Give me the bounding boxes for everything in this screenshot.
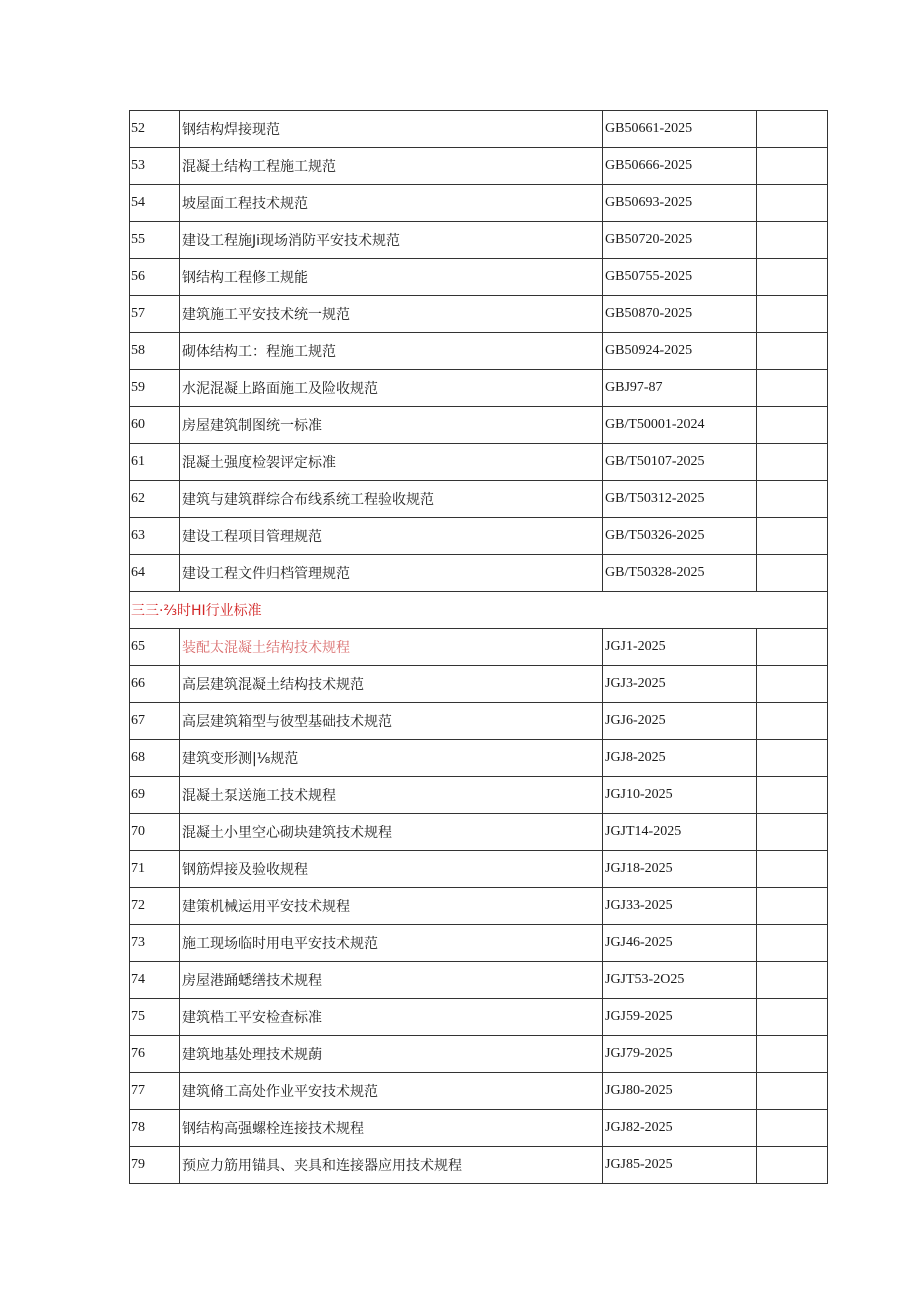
standard-code: GBJ97-87 [603, 370, 757, 407]
standard-name: 砌体结构工：程施工规范 [180, 333, 603, 370]
standard-code: GB50870-2025 [603, 296, 757, 333]
table-row [130, 111, 828, 148]
remark-cell [757, 703, 828, 740]
standard-name: 建策机械运用平安技术规程 [180, 888, 603, 925]
standard-name: 钢结构工程修工规能 [180, 259, 603, 296]
table-row [130, 518, 828, 555]
standard-name: 建筑梏工平安检查标准 [180, 999, 603, 1036]
standard-code: GB/T50312-2025 [603, 481, 757, 518]
remark-cell [757, 148, 828, 185]
standard-name: 施工现场临时用电平安技术规范 [180, 925, 603, 962]
table-row [130, 444, 828, 481]
table-row [130, 777, 828, 814]
remark-cell [757, 555, 828, 592]
standard-name: 混凝土小里空心砌块建筑技术规程 [180, 814, 603, 851]
standard-code: GB/T50328-2025 [603, 555, 757, 592]
remark-cell [757, 259, 828, 296]
standard-name: 水泥混凝上路面施工及险收规范 [180, 370, 603, 407]
table-row [130, 1036, 828, 1073]
table-row [130, 1147, 828, 1184]
remark-cell [757, 1036, 828, 1073]
standard-code: JGJ82-2025 [603, 1110, 757, 1147]
standard-name: 建设工程项目管理规范 [180, 518, 603, 555]
standard-name: 钢结构高强螺栓连接技术规程 [180, 1110, 603, 1147]
remark-cell [757, 629, 828, 666]
standard-name: 混凝土泵送施工技术规程 [180, 777, 603, 814]
standard-code: JGJ85-2025 [603, 1147, 757, 1184]
remark-cell [757, 370, 828, 407]
table-row [130, 814, 828, 851]
standard-name: 混凝土强度检袈评定标准 [180, 444, 603, 481]
row-number: 54 [130, 185, 180, 222]
remark-cell [757, 666, 828, 703]
row-number: 66 [130, 666, 180, 703]
table-row [130, 333, 828, 370]
standard-name: 建筑与建筑群综合布线系统工程验收规范 [180, 481, 603, 518]
table-row [130, 888, 828, 925]
row-number: 74 [130, 962, 180, 999]
remark-cell [757, 1147, 828, 1184]
standard-code: JGJ59-2025 [603, 999, 757, 1036]
standard-name: 建筑地基处理技术规蓢 [180, 1036, 603, 1073]
standard-name: 坡屋面工程技术规范 [180, 185, 603, 222]
row-number: 60 [130, 407, 180, 444]
standard-name: 建筑施工平安技术统一规范 [180, 296, 603, 333]
standard-code: GB/T50326-2025 [603, 518, 757, 555]
standard-code: GB/T50107-2025 [603, 444, 757, 481]
row-number: 59 [130, 370, 180, 407]
row-number: 76 [130, 1036, 180, 1073]
row-number: 55 [130, 222, 180, 259]
remark-cell [757, 1110, 828, 1147]
section-header-row [130, 592, 828, 629]
row-number: 65 [130, 629, 180, 666]
table-row [130, 296, 828, 333]
remark-cell [757, 962, 828, 999]
row-number: 73 [130, 925, 180, 962]
standard-code: JGJ80-2025 [603, 1073, 757, 1110]
table-row [130, 407, 828, 444]
standard-code: JGJ10-2025 [603, 777, 757, 814]
table-row [130, 555, 828, 592]
standard-code: JGJ79-2025 [603, 1036, 757, 1073]
table-row [130, 999, 828, 1036]
remark-cell [757, 777, 828, 814]
remark-cell [757, 814, 828, 851]
standard-name: 钢结构焊接现范 [180, 111, 603, 148]
standard-name: 高层建筑箱型与彼型基础技术规范 [180, 703, 603, 740]
remark-cell [757, 481, 828, 518]
standard-name: 钢筋焊接及验收规程 [180, 851, 603, 888]
table-row [130, 259, 828, 296]
standards-table-body [130, 111, 828, 1184]
standard-code: JGJ33-2025 [603, 888, 757, 925]
remark-cell [757, 1073, 828, 1110]
remark-cell [757, 999, 828, 1036]
row-number: 69 [130, 777, 180, 814]
standard-name: 建设工程文件归档管理规范 [180, 555, 603, 592]
row-number: 70 [130, 814, 180, 851]
standard-code: GB50720-2025 [603, 222, 757, 259]
standard-code: JGJ1-2025 [603, 629, 757, 666]
section-title: 三三·⅔时HI行业标准 [130, 592, 828, 629]
standard-code: JGJ8-2025 [603, 740, 757, 777]
row-number: 78 [130, 1110, 180, 1147]
remark-cell [757, 185, 828, 222]
table-row [130, 629, 828, 666]
table-row [130, 370, 828, 407]
standard-name: 建筑变形测|⅛规范 [180, 740, 603, 777]
table-row [130, 962, 828, 999]
remark-cell [757, 925, 828, 962]
remark-cell [757, 851, 828, 888]
row-number: 58 [130, 333, 180, 370]
row-number: 67 [130, 703, 180, 740]
remark-cell [757, 888, 828, 925]
table-row [130, 185, 828, 222]
remark-cell [757, 222, 828, 259]
standard-name: 装配太混凝土结构技术规程 [180, 629, 603, 666]
table-row [130, 1110, 828, 1147]
standard-code: GB50924-2025 [603, 333, 757, 370]
standard-code: JGJ6-2025 [603, 703, 757, 740]
row-number: 53 [130, 148, 180, 185]
row-number: 61 [130, 444, 180, 481]
remark-cell [757, 444, 828, 481]
table-row [130, 666, 828, 703]
row-number: 77 [130, 1073, 180, 1110]
standard-name: 预应力筋用锚具、夹具和连接器应用技术规程 [180, 1147, 603, 1184]
table-row [130, 925, 828, 962]
standard-code: GB50666-2025 [603, 148, 757, 185]
standard-name: 房屋港踊蟋缮技术规程 [180, 962, 603, 999]
table-row [130, 740, 828, 777]
standard-name: 混凝土结构工程施工规范 [180, 148, 603, 185]
row-number: 71 [130, 851, 180, 888]
standard-code: GB50661-2025 [603, 111, 757, 148]
remark-cell [757, 296, 828, 333]
row-number: 63 [130, 518, 180, 555]
standard-code: GB50755-2025 [603, 259, 757, 296]
row-number: 52 [130, 111, 180, 148]
table-row [130, 703, 828, 740]
remark-cell [757, 111, 828, 148]
table-row [130, 1073, 828, 1110]
standard-name: 建筑脩工高处作业平安技术规范 [180, 1073, 603, 1110]
row-number: 56 [130, 259, 180, 296]
row-number: 68 [130, 740, 180, 777]
standard-code: JGJ46-2025 [603, 925, 757, 962]
standards-table [129, 110, 828, 1184]
remark-cell [757, 518, 828, 555]
table-row [130, 148, 828, 185]
row-number: 75 [130, 999, 180, 1036]
row-number: 57 [130, 296, 180, 333]
standard-code: JGJ3-2025 [603, 666, 757, 703]
standard-name: 建设工程施Ji现场消防平安技术规范 [180, 222, 603, 259]
row-number: 64 [130, 555, 180, 592]
standard-name: 高层建筑混凝土结构技术规范 [180, 666, 603, 703]
standard-name: 房屋建筑制图统一标准 [180, 407, 603, 444]
row-number: 72 [130, 888, 180, 925]
standard-code: JGJT14-2025 [603, 814, 757, 851]
remark-cell [757, 740, 828, 777]
table-row [130, 222, 828, 259]
standard-code: GB50693-2025 [603, 185, 757, 222]
standard-code: JGJ18-2025 [603, 851, 757, 888]
row-number: 79 [130, 1147, 180, 1184]
standard-code: GB/T50001-2024 [603, 407, 757, 444]
standard-code: JGJT53-2O25 [603, 962, 757, 999]
table-row [130, 851, 828, 888]
remark-cell [757, 407, 828, 444]
row-number: 62 [130, 481, 180, 518]
table-row [130, 481, 828, 518]
remark-cell [757, 333, 828, 370]
